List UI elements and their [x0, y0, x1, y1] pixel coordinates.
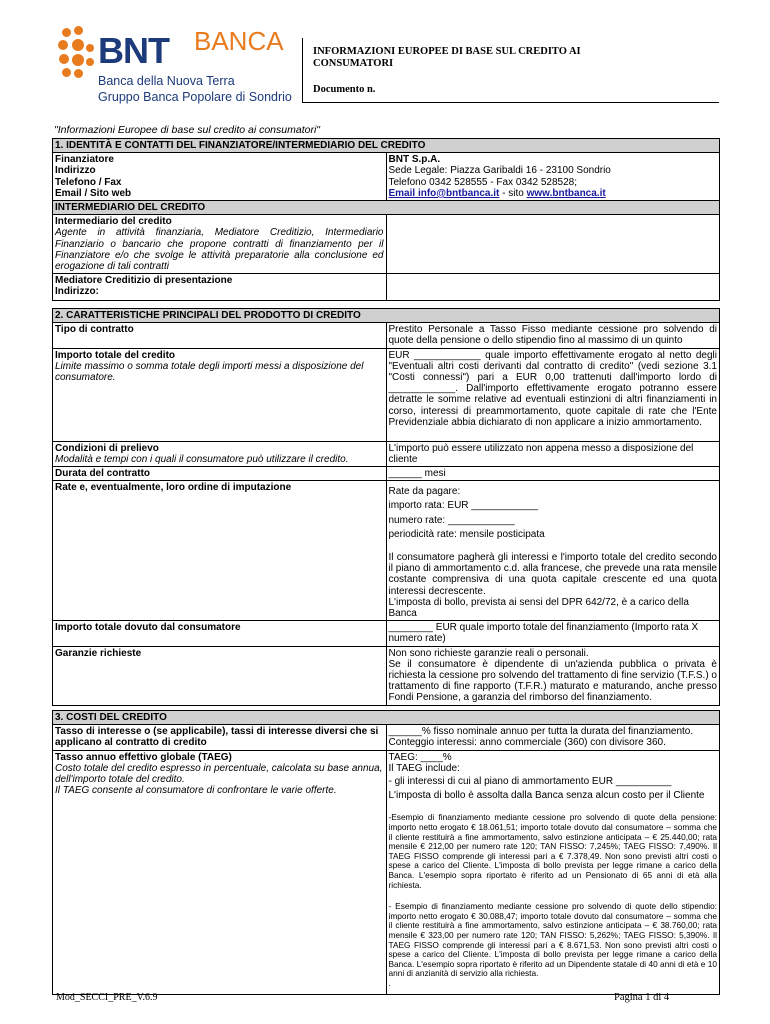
garanzie-paragraph: Se il consumatore è dipendente di un'azienda pubblica o privata è richiesta la cessione pro solvendo del trattamento di fine servizio (T.F.S.) o trattamento di fine rapporto (T.F.R.) maturato e maturando, anche presso Fondi Pensione, a garanzia del rimborso del finanziamento.: [388, 658, 717, 704]
taeg-label: Tasso annuo effettivo globale (TAEG): [55, 751, 232, 763]
section-1-table: [52, 138, 720, 301]
finanziatore-labels: Finanziatore Indirizzo Telefono / Fax Email / Sito web: [53, 153, 387, 201]
tasso-line: ______% fisso nominale annuo per tutta la durata del finanziamento.: [388, 726, 694, 738]
dovuto-label: Importo totale dovuto dal consumatore: [53, 621, 387, 646]
document-title: INFORMAZIONI EUROPEE DI BASE SUL CREDITO AI CONSUMATORI: [313, 46, 581, 69]
taeg-include: Il TAEG include:: [388, 762, 460, 774]
durata-label: Durata del contratto: [53, 467, 387, 481]
document-number-label: Documento n.: [313, 84, 376, 95]
taeg-description-2: Il TAEG consente al consumatore di confrontare le varie offerte.: [55, 785, 337, 797]
taeg-interest: - gli interessi di cui al piano di ammortamento EUR __________: [388, 776, 672, 788]
rate-bollo: L'imposta di bollo, prevista ai sensi del DPR 642/72, è a carico della Banca: [388, 596, 689, 620]
section-2-title: 2. CARATTERISTICHE PRINCIPALI DEL PRODOTTO DI CREDITO: [53, 309, 720, 323]
garanzie-value: [386, 646, 720, 705]
logo-bnt: BNT: [98, 30, 169, 71]
importo-description: Limite massimo o somma totale degli importi messi a disposizione del consumatore.: [55, 360, 364, 384]
garanzie-label: Garanzie richieste: [53, 646, 387, 705]
logo-dot: [86, 58, 94, 66]
esempio-end: .: [388, 977, 391, 988]
logo-dot: [72, 54, 84, 66]
intermediario-label: Intermediario del credito: [55, 216, 172, 228]
prelievo-label: Condizioni di prelievo: [55, 442, 159, 454]
taeg-value: TAEG: ____%: [388, 751, 452, 763]
rate-line: numero rate: ____________: [388, 514, 515, 526]
rate-line: Rate da pagare:: [388, 486, 461, 498]
logo-dot: [59, 54, 69, 64]
finanziatore-name: BNT S.p.A.: [388, 154, 441, 166]
rate-paragraph: Il consumatore pagherà gli interessi e l'importo totale del credito secondo il piano di ammortamento c.d. alla francese, che prevede una rata mensile costante comprensiva di una quota capitale crescente ed una quota interessi decrescente.: [388, 552, 717, 597]
logo-dot: [74, 26, 83, 35]
logo-subtitle: Banca della Nuova Terra: [98, 74, 235, 88]
tipo-contratto-label: Tipo di contratto: [53, 323, 387, 348]
importo-cell: [53, 348, 387, 441]
logo-dot: [58, 40, 68, 50]
logo-banca: BANCA: [194, 26, 284, 56]
logo-dot: [74, 69, 83, 78]
website-link[interactable]: www.bntbanca.it: [526, 187, 606, 199]
taeg-description: Costo totale del credito espresso in percentuale, calcolata su base annua, dell'importo totale del credito.: [55, 762, 383, 786]
dovuto-value: ________ EUR quale importo totale del finanziamento (Importo rata X numero rate): [386, 621, 720, 646]
mediatore-label: Mediatore Creditizio di presentazione: [55, 275, 233, 287]
footer-model-code: Mod_SECCI_PRE_V.6.9: [56, 992, 158, 1003]
site-separator: - sito: [499, 187, 527, 199]
importo-label: Importo totale del credito: [55, 349, 176, 361]
rate-value: [386, 481, 720, 621]
logo-dot: [62, 28, 71, 37]
intermediario-description: Agente in attività finanziaria, Mediatore Creditizio, Intermediario Finanziario o bancario che propone contratti di finanziamento per il Finanziatore e/o che svolge le attività preparatorie alla conclusione ed erogazione di tali contratti: [55, 227, 384, 273]
logo-dot: [72, 39, 84, 51]
logo-group: Gruppo Banca Popolare di Sondrio: [98, 90, 292, 104]
rate-line: importo rata: EUR ____________: [388, 500, 539, 512]
mediatore-cell: [53, 274, 387, 301]
prelievo-description: Modalità e tempi con i quali il consumatore può utilizzare il credito.: [55, 453, 349, 465]
intermediario-cell: [53, 215, 387, 274]
email-link[interactable]: Email info@bntbanca.it: [388, 187, 500, 199]
section-2-table: [52, 308, 720, 706]
garanzie-line: Non sono richieste garanzie reali o personali.: [388, 647, 589, 659]
tipo-contratto-value: Prestito Personale a Tasso Fisso mediante cessione pro solvendo di quote della pensione o dello stipendio fino al massimo di un quinto: [386, 323, 720, 348]
mediatore-value: [386, 274, 720, 301]
footer-page-number: Pagina 1 di 4: [614, 992, 670, 1003]
esempio-pensione: -Esempio di finanziamento mediante cessione pro solvendo di quote della pensione: importo netto erogato € 18.061,51; importo totale dovuto dal consumatore – somma che il cliente restituirà a fine ammortamento, salvo estinzione anticipata – € 25.440,00; rata mensile € 212,00 per numero rate 120; TAN FISSO: 7,245%; TAEG FISSO: 7,490%. Il TAEG FISSO comprende gli interessi pari a € 7.378,49. Non sono previsti altri costi o spese a carico del Cliente. L'imposta di bollo prevista per legge rimane a carico della Banca. L'esempio sopra riportato è riferito ad un Pensionato di 65 anni di età alla richiesta.: [388, 812, 717, 890]
header-box: [302, 38, 719, 103]
rate-label: Rate e, eventualmente, loro ordine di imputazione: [53, 481, 387, 621]
esempio-stipendio: - Esempio di finanziamento mediante cessione pro solvendo di quote dello stipendio: importo netto erogato € 30.088,47; importo totale dovuto dal consumatore – somma che il cliente restituirà a fine ammortamento, salvo estinzione anticipata – € 38.760,00; rata mensile € 323,00 per numero rate 120; TAN FISSO: 5,262%; TAEG FISSO: 5,390%. Il TAEG FISSO comprende gli interessi pari a € 8.671,53. Non sono previsti altri costi o spese a carico del Cliente. L'imposta di bollo prevista per legge rimane a carico della Banca. L'esempio sopra riportato è riferito ad un Dipendente statale di 40 anni di età e 10 anni di anzianità di servizio alla richiesta.: [388, 901, 717, 979]
durata-value: ______ mesi: [386, 467, 720, 481]
importo-value: EUR ____________ quale importo effettivamente erogato al netto degli "Eventuali altri costi derivanti dal contratto di credito" (vedi sezione 3.1 "Costi connessi") pari a EUR 0,00 trattenuti dall'importo lordo di ____________. Dall'importo effettivamente erogato potranno essere detratte le somme relative ad eventuali estinzioni di altri finanziamenti in corso, interessi di preammortamento, quote capitale di rate che l'Ente Previdenziale abbia dichiarato di non applicare a inizio ammortamento.: [386, 348, 720, 441]
logo-dot: [86, 44, 94, 52]
intro-caption: "Informazioni Europee di base sul credito ai consumatori": [54, 124, 321, 136]
tasso-line: Conteggio interessi: anno commerciale (360) con divisore 360.: [388, 737, 666, 749]
tasso-value: [386, 725, 720, 750]
finanziatore-address: Sede Legale: Piazza Garibaldi 16 - 23100 Sondrio: [388, 165, 611, 177]
rate-line: periodicità rate: mensile posticipata: [388, 528, 545, 540]
tasso-label: Tasso di interesse o (se applicabile), tassi di interesse diversi che si applicano al contratto di credito: [53, 725, 387, 750]
section-3-title: 3. COSTI DEL CREDITO: [53, 711, 720, 725]
logo-dot: [62, 68, 71, 77]
taeg-value-cell: [386, 750, 720, 994]
section-1-title: 1. IDENTITÀ E CONTATTI DEL FINANZIATORE/INTERMEDIARIO DEL CREDITO: [53, 139, 720, 153]
intermediario-value: [386, 215, 720, 274]
section-3-table: [52, 710, 720, 995]
taeg-cell: [53, 750, 387, 994]
finanziatore-phone: Telefono 0342 528555 - Fax 0342 528528;: [388, 176, 577, 188]
intermediario-title: INTERMEDIARIO DEL CREDITO: [53, 201, 720, 215]
prelievo-cell: [53, 441, 387, 466]
mediatore-address-label: Indirizzo:: [55, 286, 99, 298]
taeg-bollo: L'imposta di bollo è assolta dalla Banca senza alcun costo per il Cliente: [388, 790, 705, 802]
prelievo-value: L'importo può essere utilizzato non appena messo a disposizione del cliente: [386, 441, 720, 466]
finanziatore-info: [386, 153, 720, 201]
